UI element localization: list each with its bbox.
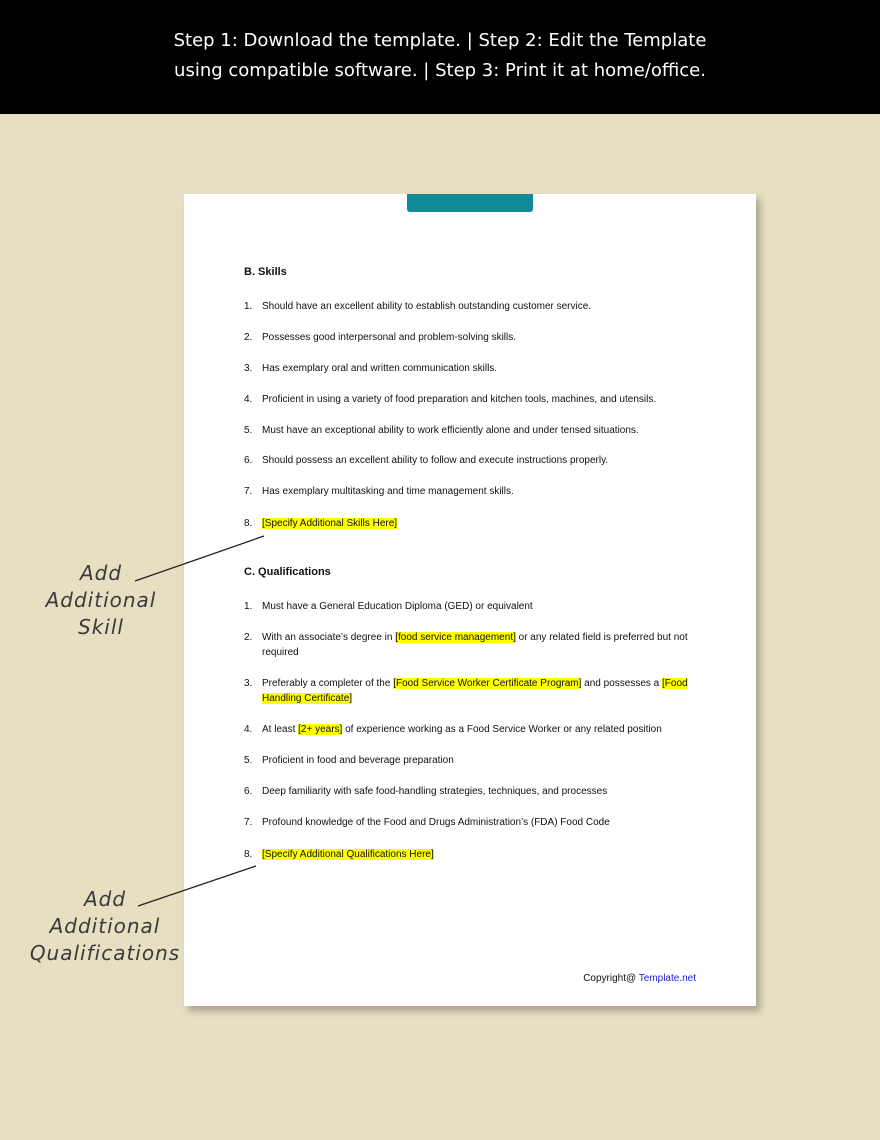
placeholder-highlight[interactable]: [Specify Additional Qualifications Here]: [262, 849, 434, 860]
item-text: Has exemplary multitasking and time management skills.: [262, 486, 514, 497]
placeholder-highlight[interactable]: [Food Handling Certificate]: [262, 678, 688, 704]
item-text: Should have an excellent ability to establish outstanding customer service.: [262, 301, 592, 312]
item-number: 5.: [244, 755, 253, 766]
placeholder-highlight[interactable]: [2+ years]: [298, 724, 343, 735]
item-text: Should possess an excellent ability to follow and execute instructions properly.: [262, 455, 609, 466]
item-number: 8.: [244, 518, 253, 529]
item-number: 1.: [244, 301, 253, 312]
qualifications-heading: C. Qualifications: [244, 566, 331, 578]
item-number: 6.: [244, 455, 253, 466]
copyright-label: Copyright@: [583, 973, 639, 984]
annotation-add-qualifications: Add Additional Qualifications: [29, 887, 181, 965]
item-text: Profound knowledge of the Food and Drugs Administration’s (FDA) Food Code: [262, 817, 610, 828]
item-number: 6.: [244, 786, 253, 797]
banner-line-1: Step 1: Download the template. | Step 2: Edit the Template: [173, 30, 707, 51]
item-text: Proficient in using a variety of food preparation and kitchen tools, machines, and utensils.: [262, 394, 657, 405]
item-number: 4.: [244, 724, 253, 735]
item-number: 7.: [244, 817, 253, 828]
skills-heading: B. Skills: [244, 266, 287, 278]
item-number: 3.: [244, 363, 253, 374]
item-number: 2.: [244, 632, 253, 643]
item-number: 7.: [244, 486, 253, 497]
item-number: 8.: [244, 849, 253, 860]
item-number: 5.: [244, 425, 253, 436]
item-text: At least [2+ years] of experience working as a Food Service Worker or any related position: [262, 724, 662, 735]
item-text: Must have a General Education Diploma (GED) or equivalent: [262, 601, 533, 612]
item-text: Deep familiarity with safe food-handling strategies, techniques, and processes: [262, 786, 608, 797]
item-text: Must have an exceptional ability to work efficiently alone and under tensed situations.: [262, 425, 639, 436]
annotation-add-skill: Add Additional Skill: [45, 561, 157, 639]
item-text: Proficient in food and beverage preparation: [262, 755, 454, 766]
item-number: 1.: [244, 601, 253, 612]
item-number: 3.: [244, 678, 253, 689]
placeholder-highlight[interactable]: [food service management]: [395, 632, 516, 643]
copyright-link[interactable]: Template.net: [638, 973, 696, 984]
placeholder-highlight[interactable]: [Specify Additional Skills Here]: [262, 518, 398, 529]
item-number: 4.: [244, 394, 253, 405]
placeholder-highlight[interactable]: [Food Service Worker Certificate Program]: [393, 678, 582, 689]
item-text: Possesses good interpersonal and problem-solving skills.: [262, 332, 517, 343]
item-text: Has exemplary oral and written communication skills.: [262, 363, 498, 374]
item-number: 2.: [244, 332, 253, 343]
item-text: Preferably a completer of the [Food Service Worker Certificate Program] and possesses a [Food Handling Certificate]: [262, 678, 688, 704]
item-text: With an associate’s degree in [food service management] or any related field is preferred but not required: [262, 632, 688, 658]
banner-line-2: using compatible software. | Step 3: Print it at home/office.: [174, 60, 706, 81]
